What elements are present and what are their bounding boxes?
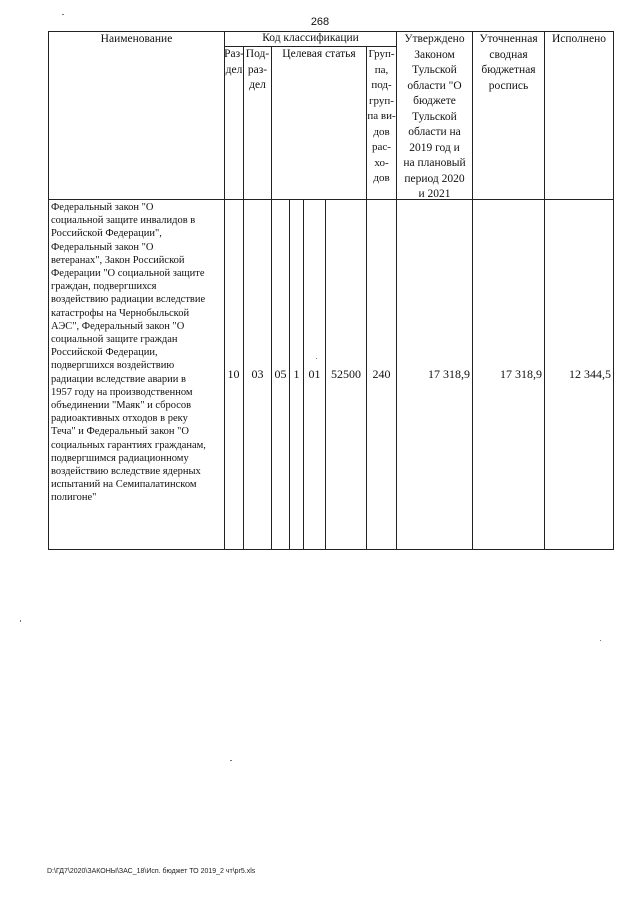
header-subsection: Под- раз- дел [245,48,270,91]
approved-column-divider [472,31,473,550]
header-classification: Код классификации [262,32,359,44]
scan-speck [230,760,232,761]
row-target-part-3: 01 [308,367,321,381]
row-name: Федеральный закон "О социальной защите инвалидов в Российской Федерации", Федеральный закон "О ветеранах", Закон Российской Федерации "О социальной защите граждан, подвергшихся воздействию радиации вследствие катастрофы на Чернобыльской АЭС", Федеральный закон "О социальной защите граждан Российской Федерации, подвергшихся воздействию радиации вследствие аварии в 1957 году на производственном объединении "Маяк" и сбросов радиоактивных отходов в реку Теча" и Федеральный закон "О социальных гарантиях гражданам, подвергшимся радиационному воздействию вследствие ядерных испытаний на Семипалатинском полигоне" [51,202,206,504]
row-expense-group: 240 [372,367,391,381]
row-section: 10 [227,367,240,381]
table-left-border [48,31,49,550]
row-approved: 17 318,9 [428,367,470,381]
row-target-part-4: 52500 [331,367,361,381]
header-name: Наименование [100,33,173,45]
header-refined: Уточненная сводная бюджетная роспись [479,33,538,92]
scan-speck [62,14,64,15]
row-executed: 12 344,5 [569,367,611,381]
header-target-article: Целевая статья [282,48,356,60]
refined-column-divider [544,31,545,550]
row-target-part-1: 05 [274,367,287,381]
row-refined: 17 318,9 [500,367,542,381]
subsection-column-divider [271,46,272,550]
header-section: Раз- дел [224,48,244,76]
page-number: 268 [310,16,330,28]
scan-speck [20,620,21,622]
row-subsection: 03 [251,367,264,381]
scan-speck [316,358,317,359]
header-expense-group: Груп- па, под- груп- па ви- дов рас- хо- дов [367,48,396,184]
file-path-footer: D:\ГД7\2020\ЗАКОНЫ\ЗАС_18\Исп. бюджет ТО 2019_2 чт\pr5.xls [47,868,256,875]
header-approved: Утверждено Законом Тульской области "О бюджете Тульской области на 2019 год и на плановый период 2020 и 2021 [403,33,466,200]
scan-speck [600,640,601,641]
header-executed: Исполнено [551,33,607,45]
section-column-divider [243,46,244,550]
row-target-part-2: 1 [293,367,300,381]
name-column-divider [224,31,225,550]
header-bottom-border [48,199,613,200]
table-right-border [613,31,614,550]
table-bottom-border [48,549,613,550]
